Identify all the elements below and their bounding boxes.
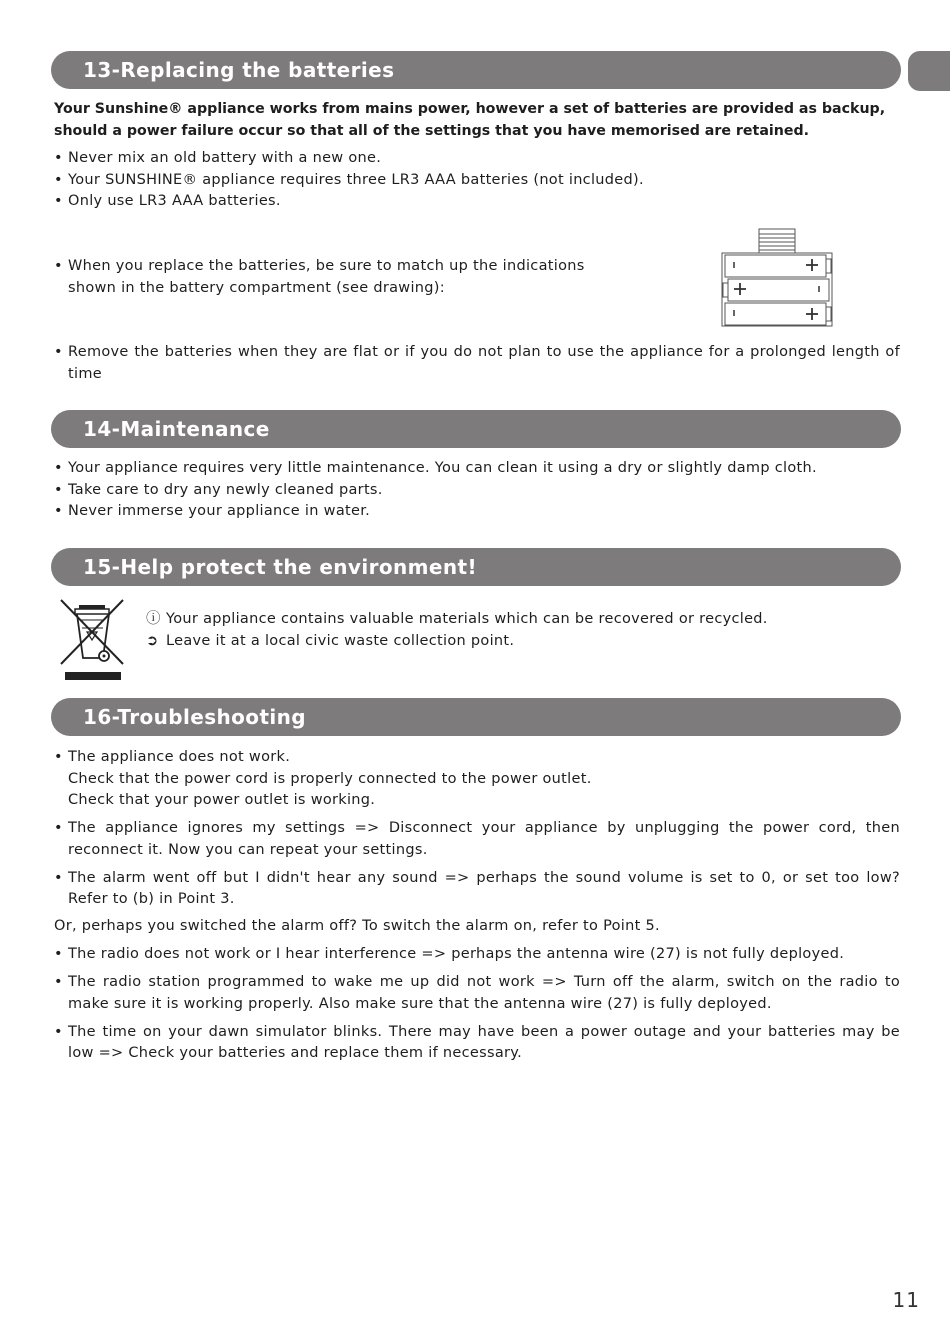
environment-line-2-text: Leave it at a local civic waste collection point. bbox=[166, 632, 515, 649]
section-15-header: 15-Help protect the environment! bbox=[51, 548, 901, 586]
troubleshooting-note: Or, perhaps you switched the alarm off? To switch the alarm on, refer to Point 5. bbox=[54, 918, 660, 934]
list-item: • The time on your dawn simulator blinks. There may have been a power outage and your batteries may be low => Check your batteries and replace them if necessary. bbox=[54, 1022, 900, 1065]
environment-line-2 bbox=[146, 631, 866, 653]
environment-line-1-text: Your appliance contains valuable materials which can be recovered or recycled. bbox=[166, 611, 768, 627]
maintenance-list bbox=[54, 458, 900, 523]
list-item: • The appliance ignores my settings => Disconnect your appliance by unplugging the power cord, then reconnect it. Now you can repeat your settings. bbox=[54, 818, 900, 861]
troubleshooting-list-b bbox=[54, 944, 900, 1071]
list-item: • Never immerse your appliance in water. bbox=[54, 501, 900, 523]
list-item: • The radio does not work or I hear interference => perhaps the antenna wire (27) is not fully deployed. bbox=[54, 944, 900, 966]
environment-line-1 bbox=[146, 609, 866, 631]
battery-intro-text: Your Sunshine® appliance works from mains power, however a set of batteries are provided as backup, should a power failure occur so that all of the settings that you have memorised are retained. bbox=[54, 101, 886, 139]
page-number: 11 bbox=[892, 1288, 920, 1312]
page-tab-marker bbox=[908, 51, 950, 91]
list-item bbox=[54, 747, 900, 812]
list-item: • Your appliance requires very little maintenance. You can clean it using a dry or slightly damp cloth. bbox=[54, 458, 900, 480]
battery-compartment-drawing-icon bbox=[718, 228, 836, 328]
list-item: • Remove the batteries when they are flat or if you do not plan to use the appliance for a prolonged length of time bbox=[54, 342, 900, 385]
match-line-1: • When you replace the batteries, be sure to match up the indications bbox=[68, 258, 585, 274]
battery-remove-list bbox=[54, 342, 900, 385]
info-icon: ⓘ bbox=[146, 611, 161, 627]
list-item: • The alarm went off but I didn't hear any sound => perhaps the sound volume is set to 0, or set too low? Refer to (b) in Point 3. bbox=[54, 868, 900, 911]
list-item: • Your SUNSHINE® appliance requires three LR3 AAA batteries (not included). bbox=[54, 170, 900, 192]
section-16-header: 16-Troubleshooting bbox=[51, 698, 901, 736]
item1-line-3: Check that your power outlet is working. bbox=[68, 792, 376, 808]
environment-text bbox=[146, 609, 866, 652]
section-13-header: 13-Replacing the batteries bbox=[51, 51, 901, 89]
section-14-header: 14-Maintenance bbox=[51, 410, 901, 448]
crossed-out-wheelie-bin-icon bbox=[57, 598, 129, 682]
battery-rules-list bbox=[54, 148, 900, 213]
item1-line-1: • The appliance does not work. bbox=[68, 749, 291, 765]
arrow-icon: ➲ bbox=[146, 632, 159, 649]
list-item: • Only use LR3 AAA batteries. bbox=[54, 191, 900, 213]
troubleshooting-list-a bbox=[54, 747, 900, 917]
list-item: • Take care to dry any newly cleaned parts. bbox=[54, 480, 900, 502]
list-item: • The radio station programmed to wake me up did not work => Turn off the alarm, switch on the radio to make sure it is working properly. Also make sure that the antenna wire (27) is fully deployed. bbox=[54, 972, 900, 1015]
match-line-2: shown in the battery compartment (see drawing): bbox=[68, 279, 445, 296]
list-item: • Never mix an old battery with a new one. bbox=[54, 148, 900, 170]
item1-line-2: Check that the power cord is properly connected to the power outlet. bbox=[68, 770, 592, 787]
